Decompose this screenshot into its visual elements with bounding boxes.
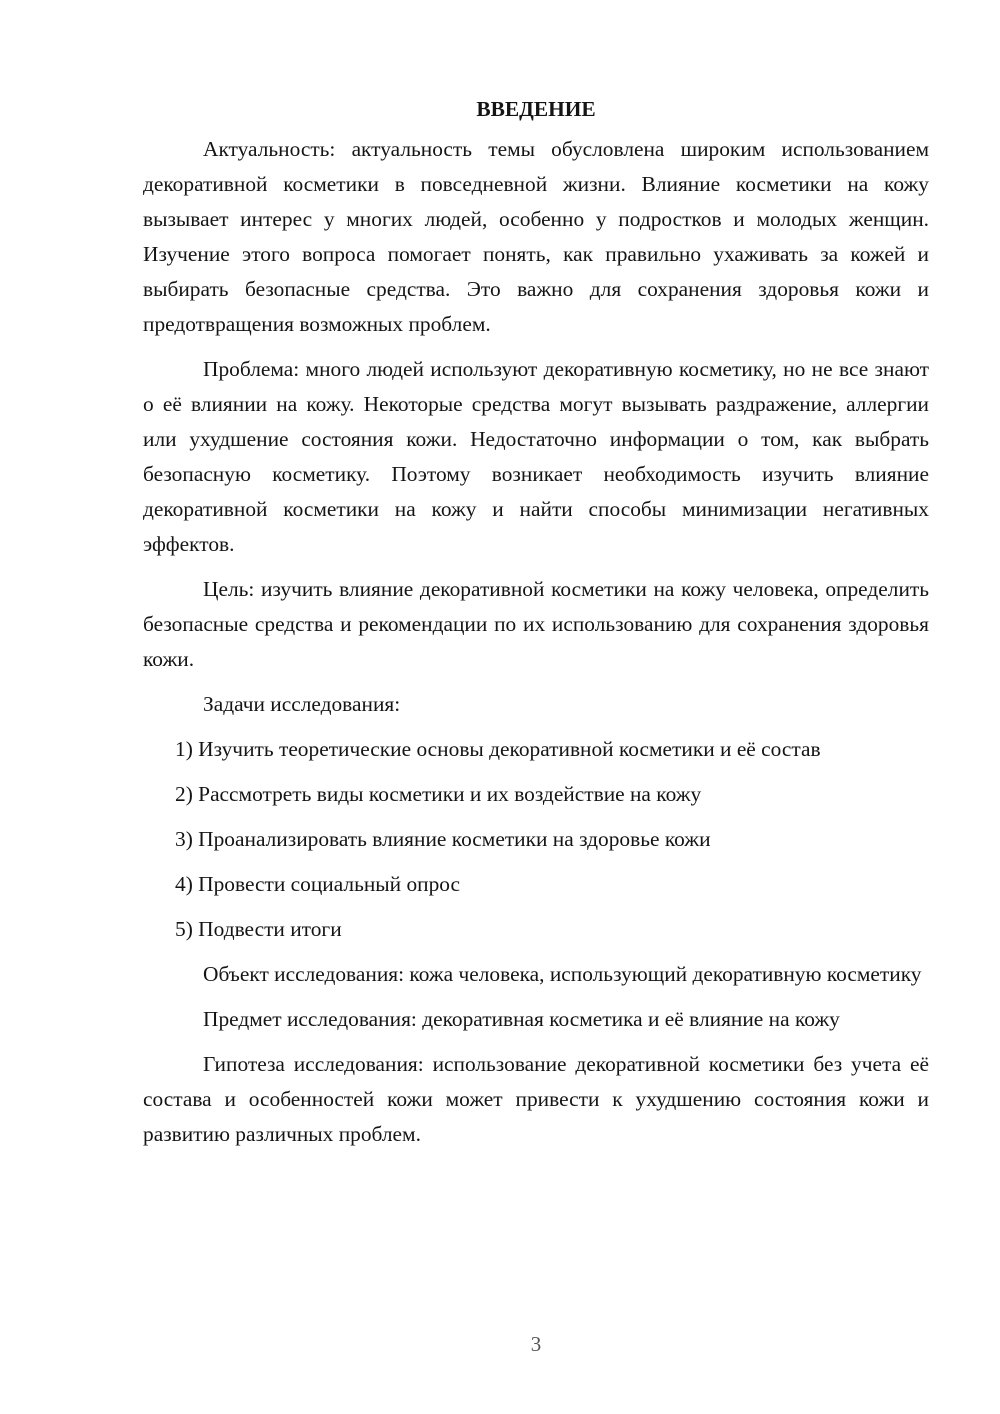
paragraph-subject: Предмет исследования: декоративная косметика и её влияние на кожу bbox=[203, 1007, 840, 1031]
task-item: 4) Провести социальный опрос bbox=[175, 872, 461, 896]
page-content bbox=[143, 92, 929, 1162]
task-item: 2) Рассмотреть виды косметики и их воздействие на кожу bbox=[175, 782, 702, 806]
section-title: ВВЕДЕНИЕ bbox=[476, 97, 596, 121]
paragraph-hypothesis: Гипотеза исследования: использование декоративной косметики без учета её состава и особенностей кожи может привести к ухудшению состояния кожи и развитию различных проблем. bbox=[143, 1052, 929, 1146]
paragraph-relevance: Актуальность: актуальность темы обусловлена широким использованием декоративной косметики в повседневной жизни. Влияние косметики на кожу вызывает интерес у многих людей, особенно у подростков и молодых женщин. Изучение этого вопроса помогает понять, как правильно ухаживать за кожей и выбирать безопасные средства. Это важно для сохранения здоровья кожи и предотвращения возможных проблем. bbox=[143, 137, 929, 336]
tasks-heading: Задачи исследования: bbox=[203, 692, 401, 716]
task-item: 5) Подвести итоги bbox=[175, 917, 342, 941]
page-number: 3 bbox=[530, 1332, 542, 1356]
tasks-list bbox=[143, 732, 929, 947]
paragraph-goal: Цель: изучить влияние декоративной косметики на кожу человека, определить безопасные средства и рекомендации по их использованию для сохранения здоровья кожи. bbox=[143, 577, 929, 671]
task-item: 1) Изучить теоретические основы декоративной косметики и её состав bbox=[175, 737, 821, 761]
paragraph-problem: Проблема: много людей используют декоративную косметику, но не все знают о её влиянии на кожу. Некоторые средства могут вызывать раздражение, аллергии или ухудшение состояния кожи. Недостаточно информации о том, как выбрать безопасную косметику. Поэтому возникает необходимость изучить влияние декоративной косметики на кожу и найти способы минимизации негативных эффектов. bbox=[143, 357, 929, 556]
paragraph-object: Объект исследования: кожа человека, использующий декоративную косметику bbox=[203, 962, 922, 986]
task-item: 3) Проанализировать влияние косметики на здоровье кожи bbox=[175, 827, 711, 851]
